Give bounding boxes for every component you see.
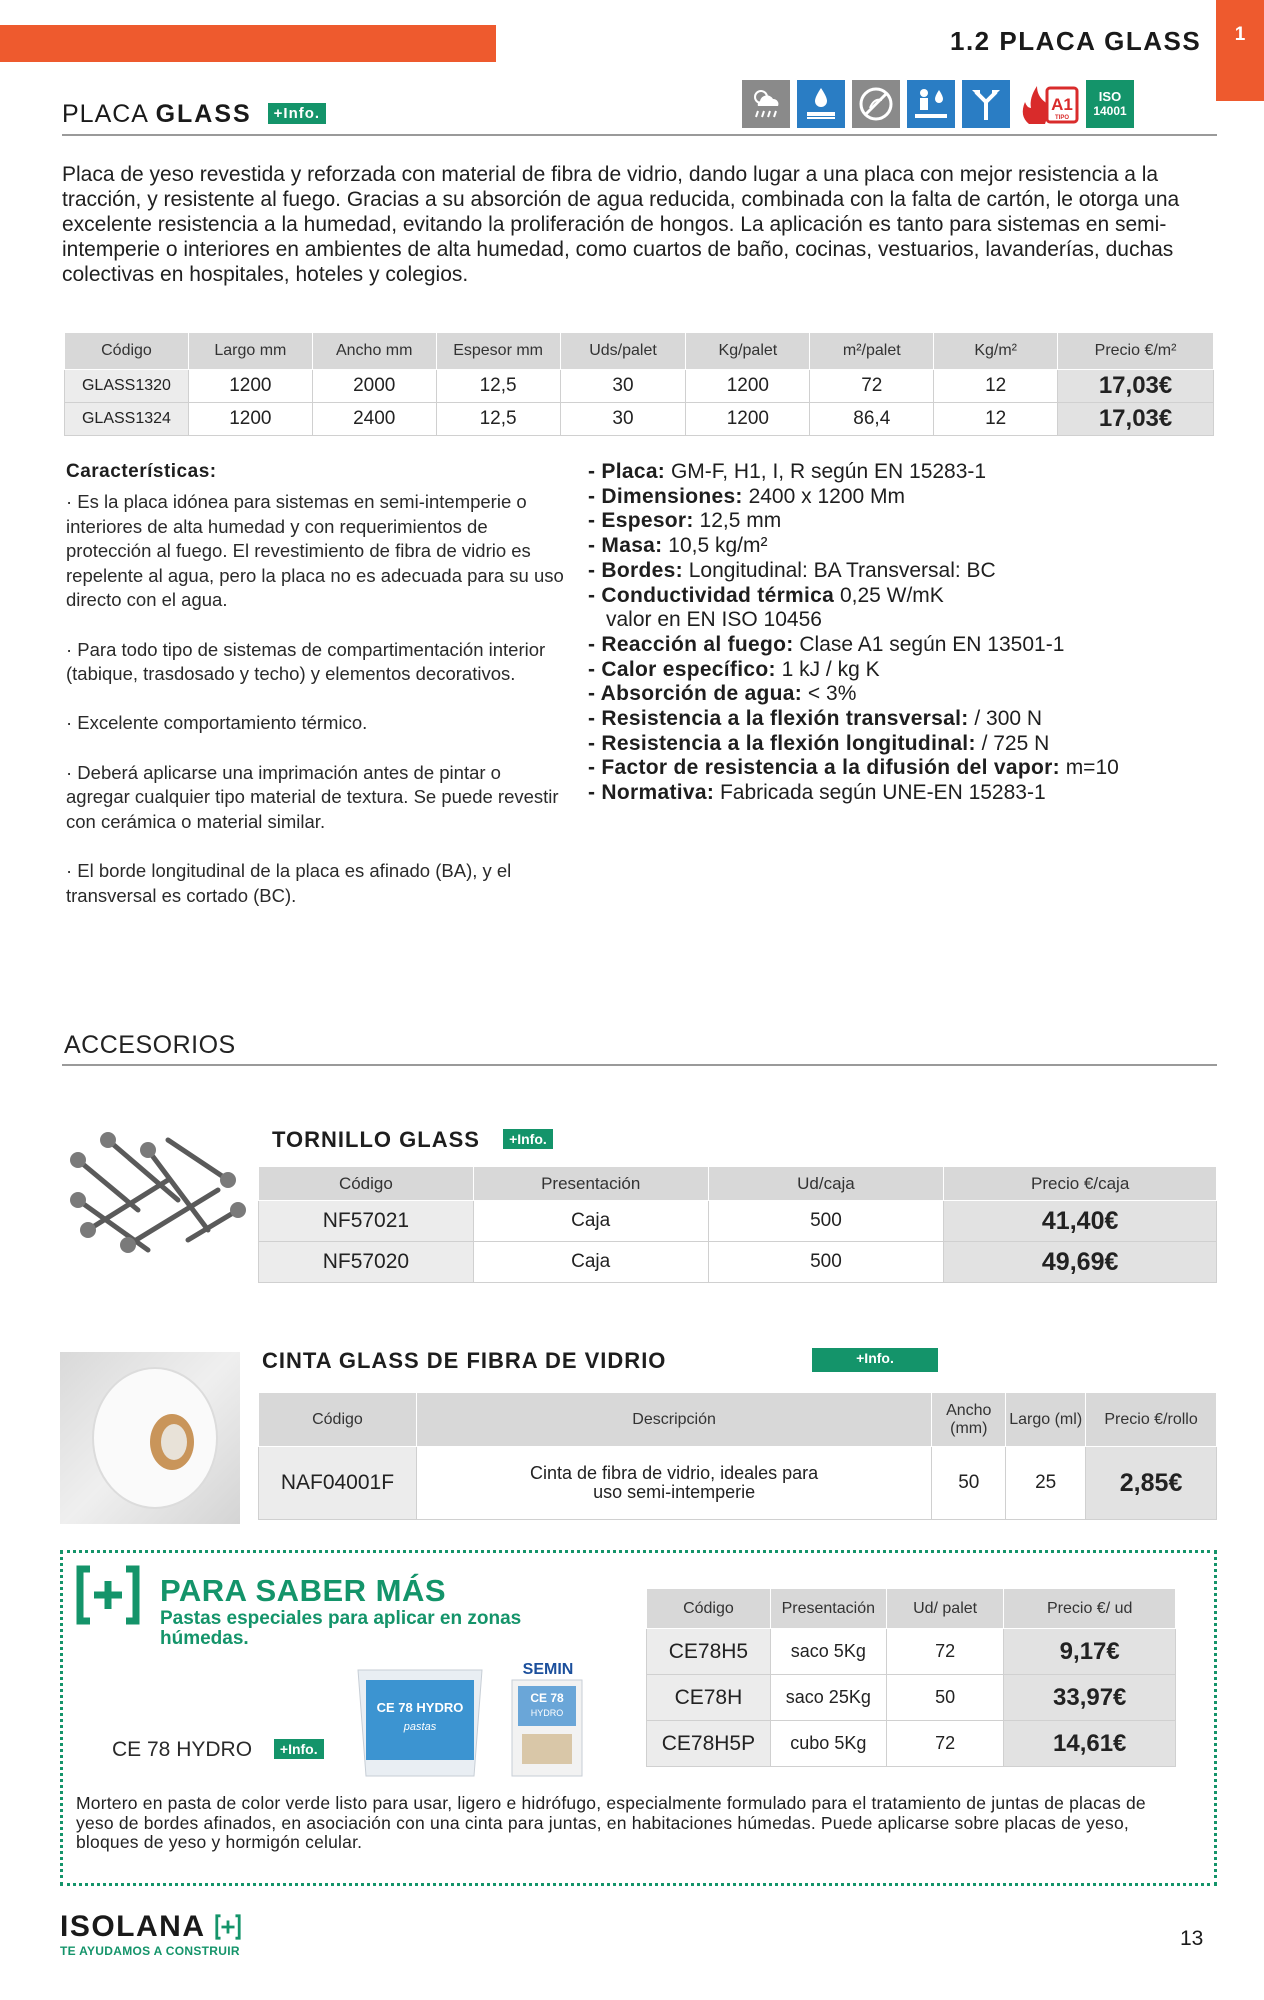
- section-title: 1.2 PLACA GLASS: [950, 26, 1202, 56]
- spec-label: - Calor específico:: [588, 657, 776, 681]
- col-header: Precio €/m²: [1058, 333, 1214, 370]
- ce78-label: [112, 1738, 324, 1762]
- spec-row: [588, 485, 1228, 510]
- cell-price: 33,97€: [1004, 1675, 1176, 1721]
- spec-value: GM-F, H1, I, R según EN 15283-1: [665, 460, 987, 483]
- cell: saco 25Kg: [770, 1675, 886, 1721]
- brand-name: ISOLANA: [60, 1910, 206, 1943]
- spec-value: Longitudinal: BA Transversal: BC: [682, 558, 996, 582]
- bag-label: CE 78: [530, 1691, 564, 1705]
- spec-label: - Normativa:: [588, 781, 715, 805]
- main-spec-table: [64, 332, 1214, 436]
- col-header: Precio €/rollo: [1086, 1393, 1217, 1447]
- indoor-humidity-icon: [907, 80, 955, 128]
- spec-label: - Espesor:: [588, 509, 694, 533]
- cell: 2000: [312, 370, 436, 403]
- spec-label: - Bordes:: [588, 558, 683, 582]
- col-header: Espesor mm: [436, 333, 560, 370]
- col-header: Precio €/ ud: [1004, 1589, 1176, 1629]
- accessories-divider: [62, 1064, 1217, 1066]
- product-description: Placa de yeso revestida y reforzada con material de fibra de vidrio, dando lugar a una placa con mejor resistencia a la tracción, y resistente al fuego. Gracias a su absorción de agua reducida, combinada con la falta de cartón, le otorga una excelente resistencia a la humedad, evitando la proliferación de hongos. La aplicación es tanto para sistemas en semi-intemperie o interiores en ambientes de alta humedad, como cuartos de baño, cocinas, vestuarios, lavanderías, duchas colectivas en hospitales, hoteles y colegios.: [62, 163, 1180, 286]
- cell-code: GLASS1324: [65, 403, 189, 436]
- spec-label: - Reacción al fuego:: [588, 632, 794, 656]
- cell-price: 9,17€: [1004, 1629, 1176, 1675]
- col-header: m²/palet: [810, 333, 934, 370]
- cell: 86,4: [810, 403, 934, 436]
- features-heading: Características:: [66, 461, 217, 482]
- table-row: [259, 1447, 1217, 1520]
- table-header-row: [259, 1393, 1217, 1447]
- spec-row: [588, 707, 1228, 732]
- table-row: [259, 1242, 1217, 1283]
- cell: cubo 5Kg: [770, 1721, 886, 1767]
- cell: 1200: [686, 370, 810, 403]
- table-row: [65, 370, 1214, 403]
- spec-row: [588, 781, 1228, 806]
- more-info-subtitle: Pastas especiales para aplicar en zonas húmedas.: [160, 1608, 522, 1649]
- a1-label: A1: [1051, 95, 1073, 114]
- cell: 1200: [686, 403, 810, 436]
- col-header: Descripción: [416, 1393, 931, 1447]
- cell-code: NF57020: [259, 1242, 474, 1283]
- ce78-info-badge[interactable]: +Info.: [274, 1739, 324, 1759]
- col-header: Ancho (mm): [932, 1393, 1006, 1447]
- cell: 72: [810, 370, 934, 403]
- chapter-tab[interactable]: 1: [1216, 0, 1264, 101]
- spec-value: 1 kJ / kg K: [775, 657, 880, 681]
- mold-resistant-icon: [852, 80, 900, 128]
- ce78-description: Mortero en pasta de color verde listo para usar, ligero e hidrófugo, especialmente formulado para el tratamiento de juntas de placas de yeso de bordes afinados, en asociación con una cinta para juntas, en habitaciones húmedas. Puede aplicarse sobre placas de yeso, bloques de yeso y hormigón celular.: [76, 1793, 1146, 1852]
- spec-value: Fabricada según UNE-EN 15283-1: [714, 781, 1046, 805]
- page-number: 13: [1180, 1927, 1204, 1950]
- product-title-bold: GLASS: [155, 100, 252, 128]
- cell: 12: [934, 370, 1058, 403]
- cell: saco 5Kg: [770, 1629, 886, 1675]
- table-header-row: [65, 333, 1214, 370]
- cell: 72: [886, 1721, 1004, 1767]
- product-title-light: PLACA: [62, 100, 148, 128]
- cell: 12: [934, 403, 1058, 436]
- fire-reaction-a1-icon: [1017, 80, 1079, 128]
- col-header: Largo (ml): [1006, 1393, 1086, 1447]
- spec-row: [588, 559, 1228, 584]
- cell-price: 17,03€: [1058, 403, 1214, 436]
- cell-code: CE78H: [647, 1675, 771, 1721]
- cell-code: NF57021: [259, 1201, 474, 1242]
- spec-value: 2400 x 1200 Mm: [742, 484, 905, 508]
- col-header: Ancho mm: [312, 333, 436, 370]
- accessories-title: ACCESORIOS: [64, 1031, 236, 1059]
- iso-number: 14001: [1093, 104, 1127, 118]
- weather-resistant-icon: [742, 80, 790, 128]
- cell: 72: [886, 1629, 1004, 1675]
- bucket-label: CE 78 HYDRO: [376, 1700, 464, 1715]
- feature-item: · Deberá aplicarse una imprimación antes de pintar o agregar cualquier tipo material de textura. Se puede revestir con cerámica o material similar.: [66, 761, 559, 832]
- cell-price: 2,85€: [1086, 1447, 1217, 1520]
- cell: 25: [1006, 1447, 1086, 1520]
- table-row: [647, 1629, 1176, 1675]
- semin-brand: SEMIN: [522, 1661, 574, 1678]
- spec-value: 12,5 mm: [693, 509, 782, 533]
- spec-label: - Placa:: [588, 460, 666, 483]
- cell-price: 14,61€: [1004, 1721, 1176, 1767]
- cell-price: 17,03€: [1058, 370, 1214, 403]
- cell-price: 41,40€: [944, 1201, 1217, 1242]
- col-header: Código: [259, 1393, 417, 1447]
- spec-value: 10,5 kg/m²: [662, 534, 768, 558]
- tape-info-badge[interactable]: +Info.: [812, 1348, 938, 1372]
- spec-row: [588, 658, 1228, 683]
- spec-row: [588, 460, 1228, 485]
- title-divider: [62, 134, 1217, 136]
- spec-row: [588, 509, 1228, 534]
- header-orange-bar: [0, 25, 496, 62]
- iso-label: ISO: [1098, 89, 1122, 104]
- features-list: [66, 490, 566, 933]
- col-header: Código: [65, 333, 189, 370]
- spec-value: / 300 N: [968, 707, 1043, 731]
- cell: Caja: [473, 1242, 708, 1283]
- cell-code: NAF04001F: [259, 1447, 417, 1520]
- col-header: Ud/caja: [708, 1167, 944, 1201]
- cell: 1200: [188, 403, 312, 436]
- cell: 12,5: [436, 370, 560, 403]
- isolana-logo[interactable]: [60, 1910, 242, 1958]
- spec-row: [588, 633, 1228, 658]
- cell-price: 49,69€: [944, 1242, 1217, 1283]
- spec-value: valor en EN ISO 10456: [606, 608, 822, 632]
- cell: 500: [708, 1201, 944, 1242]
- col-header: Precio €/caja: [944, 1167, 1217, 1201]
- col-header: Kg/m²: [934, 333, 1058, 370]
- spec-row: [588, 682, 1228, 707]
- screw-info-badge[interactable]: +Info.: [503, 1129, 553, 1149]
- feature-item: · Es la placa idónea para sistemas en semi-intemperie o interiores de alta humedad y con requerimientos de protección al fuego. El revestimiento de fibra de vidrio es repelente al agua, pero la placa no es adecuada para su uso directo con el agua.: [66, 491, 564, 611]
- a1-sub-label: TIPO: [1054, 115, 1070, 121]
- cell: 2400: [312, 403, 436, 436]
- ce78-label-text: CE 78 HYDRO: [112, 1738, 253, 1761]
- table-row: [647, 1675, 1176, 1721]
- col-header: Largo mm: [188, 333, 312, 370]
- plus-icon: [214, 1913, 242, 1941]
- water-absorption-icon: [797, 80, 845, 128]
- table-row: [65, 403, 1214, 436]
- bucket-sublabel: pastas: [403, 1721, 437, 1733]
- brand-tagline: TE AYUDAMOS A CONSTRUIR: [60, 1944, 240, 1958]
- screw-title: [272, 1127, 553, 1153]
- spec-value: 0,25 W/mK: [834, 583, 944, 607]
- technical-specs: [588, 460, 1228, 806]
- tape-title: CINTA GLASS DE FIBRA DE VIDRIO: [262, 1348, 667, 1373]
- product-title: [62, 100, 326, 129]
- feature-item: · Excelente comportamiento térmico.: [66, 712, 368, 734]
- versatile-use-icon: [962, 80, 1010, 128]
- spec-value: Clase A1 según EN 13501-1: [793, 632, 1065, 656]
- spec-label: - Factor de resistencia a la difusión del vapor:: [588, 756, 1060, 780]
- col-header: Presentación: [473, 1167, 708, 1201]
- feature-item: · Para todo tipo de sistemas de compartimentación interior (tabique, trasdosado y techo) y elementos decorativos.: [66, 638, 546, 685]
- cell: 30: [560, 370, 686, 403]
- screws-image: [58, 1120, 248, 1260]
- feature-item: · El borde longitudinal de la placa es afinado (BA), y el transversal es cortado (BC).: [66, 859, 512, 906]
- property-icons: [742, 80, 1134, 128]
- col-header: Uds/palet: [560, 333, 686, 370]
- cell-code: GLASS1320: [65, 370, 189, 403]
- cell: 500: [708, 1242, 944, 1283]
- cell-code: CE78H5: [647, 1629, 771, 1675]
- spec-label: - Conductividad térmica: [588, 583, 835, 607]
- spec-label: - Resistencia a la flexión longitudinal:: [588, 731, 976, 755]
- iso-14001-icon: [1086, 80, 1134, 128]
- col-header: Ud/ palet: [886, 1589, 1004, 1629]
- spec-label: - Masa:: [588, 534, 663, 558]
- col-header: Código: [259, 1167, 474, 1201]
- screw-table: [258, 1166, 1217, 1283]
- table-header-row: [259, 1167, 1217, 1201]
- col-header: Kg/palet: [686, 333, 810, 370]
- more-info-title: PARA SABER MÁS: [160, 1573, 447, 1608]
- ce78-table: [646, 1588, 1176, 1767]
- spec-label: - Absorción de agua:: [588, 682, 803, 706]
- bag-sublabel: HYDRO: [530, 1708, 564, 1718]
- spec-row: [588, 584, 1228, 609]
- table-row: [647, 1721, 1176, 1767]
- spec-row: [588, 756, 1228, 781]
- cell-code: CE78H5P: [647, 1721, 771, 1767]
- spec-row: [588, 534, 1228, 559]
- plus-bracket-icon: [76, 1565, 140, 1625]
- table-row: [259, 1201, 1217, 1242]
- cell: 1200: [188, 370, 312, 403]
- spec-row: [588, 732, 1228, 757]
- spec-row: [588, 608, 1228, 633]
- ce78-packaging-image: [352, 1650, 592, 1780]
- spec-label: - Resistencia a la flexión transversal:: [588, 707, 969, 731]
- cell: 12,5: [436, 403, 560, 436]
- cell: Caja: [473, 1201, 708, 1242]
- cell-description: Cinta de fibra de vidrio, ideales para uso semi-intemperie: [416, 1447, 931, 1520]
- spec-value: / 725 N: [975, 731, 1050, 755]
- info-badge[interactable]: +Info.: [268, 103, 326, 124]
- cell: 50: [932, 1447, 1006, 1520]
- cell: 30: [560, 403, 686, 436]
- tape-table: [258, 1392, 1217, 1520]
- table-header-row: [647, 1589, 1176, 1629]
- screw-title-text: TORNILLO GLASS: [272, 1127, 480, 1152]
- spec-value: < 3%: [802, 682, 857, 706]
- spec-label: - Dimensiones:: [588, 484, 743, 508]
- col-header: Código: [647, 1589, 771, 1629]
- col-header: Presentación: [770, 1589, 886, 1629]
- tape-roll-image: [60, 1352, 240, 1524]
- cell: 50: [886, 1675, 1004, 1721]
- spec-value: m=10: [1059, 756, 1119, 780]
